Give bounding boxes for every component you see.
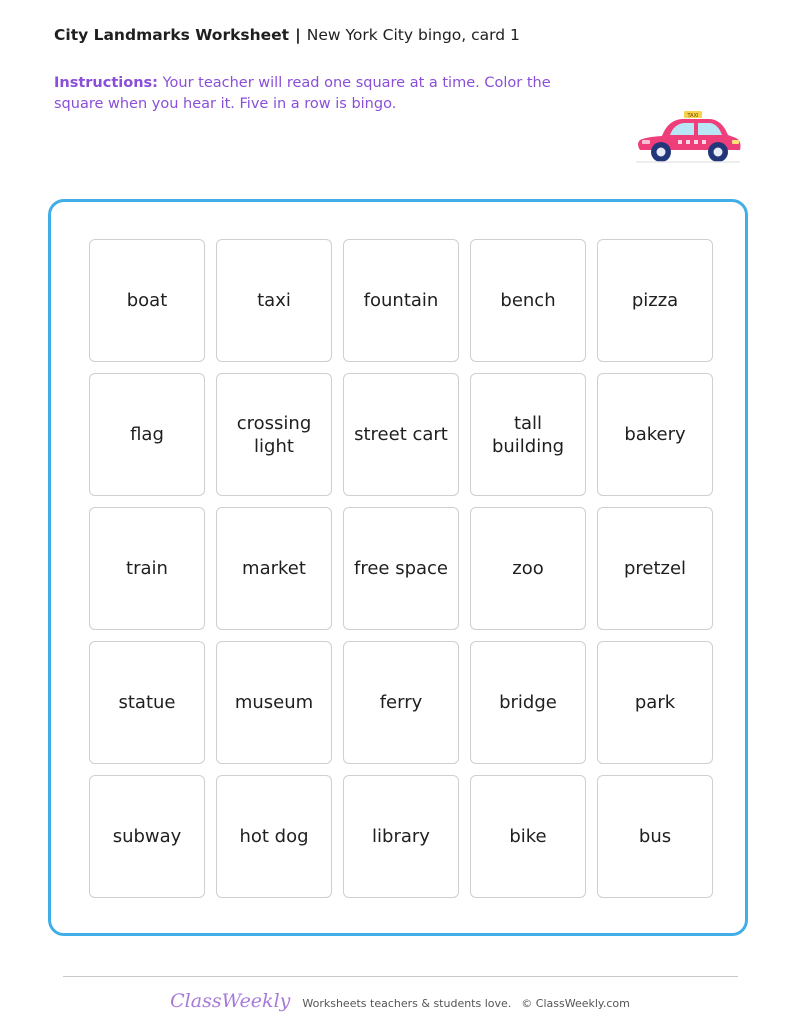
bingo-cell[interactable]: train bbox=[89, 507, 205, 630]
bingo-cell[interactable]: tall building bbox=[470, 373, 586, 496]
bingo-cell[interactable]: zoo bbox=[470, 507, 586, 630]
taxi-car-icon bbox=[632, 108, 744, 168]
bingo-cell[interactable]: street cart bbox=[343, 373, 459, 496]
bingo-cell[interactable]: ferry bbox=[343, 641, 459, 764]
bingo-cell[interactable]: fountain bbox=[343, 239, 459, 362]
bingo-cell[interactable]: bus bbox=[597, 775, 713, 898]
bingo-cell[interactable]: hot dog bbox=[216, 775, 332, 898]
taxi-sign-text: TAXI bbox=[687, 113, 699, 119]
bingo-cell[interactable]: pretzel bbox=[597, 507, 713, 630]
footer-copyright: © ClassWeekly.com bbox=[521, 997, 630, 1010]
bingo-cell[interactable]: museum bbox=[216, 641, 332, 764]
bingo-cell[interactable]: statue bbox=[89, 641, 205, 764]
instructions-text: Your teacher will read one square at a time. Color the square when you hear it. Five in a row is bingo. bbox=[54, 75, 551, 112]
bingo-cell[interactable]: taxi bbox=[216, 239, 332, 362]
brand-logo: ClassWeekly bbox=[170, 990, 291, 1012]
bingo-grid bbox=[89, 239, 713, 898]
bingo-cell[interactable]: subway bbox=[89, 775, 205, 898]
bingo-cell[interactable]: pizza bbox=[597, 239, 713, 362]
bingo-cell[interactable]: bakery bbox=[597, 373, 713, 496]
worksheet-subtitle: New York City bingo, card 1 bbox=[306, 26, 520, 44]
bingo-cell[interactable]: park bbox=[597, 641, 713, 764]
footer bbox=[0, 990, 800, 1012]
bingo-cell[interactable]: library bbox=[343, 775, 459, 898]
worksheet-title: City Landmarks Worksheet bbox=[54, 26, 290, 44]
instructions bbox=[54, 73, 574, 115]
bingo-cell[interactable]: bike bbox=[470, 775, 586, 898]
footer-divider bbox=[63, 976, 738, 977]
instructions-label: Instructions: bbox=[54, 75, 158, 91]
bingo-cell[interactable]: crossing light bbox=[216, 373, 332, 496]
bingo-cell[interactable]: free space bbox=[343, 507, 459, 630]
bingo-cell[interactable]: bench bbox=[470, 239, 586, 362]
bingo-cell[interactable]: bridge bbox=[470, 641, 586, 764]
title-separator: | bbox=[295, 26, 301, 44]
bingo-cell[interactable]: market bbox=[216, 507, 332, 630]
bingo-cell[interactable]: flag bbox=[89, 373, 205, 496]
bingo-cell[interactable]: boat bbox=[89, 239, 205, 362]
footer-tagline: Worksheets teachers & students love. bbox=[302, 997, 512, 1010]
worksheet-header bbox=[54, 26, 520, 44]
